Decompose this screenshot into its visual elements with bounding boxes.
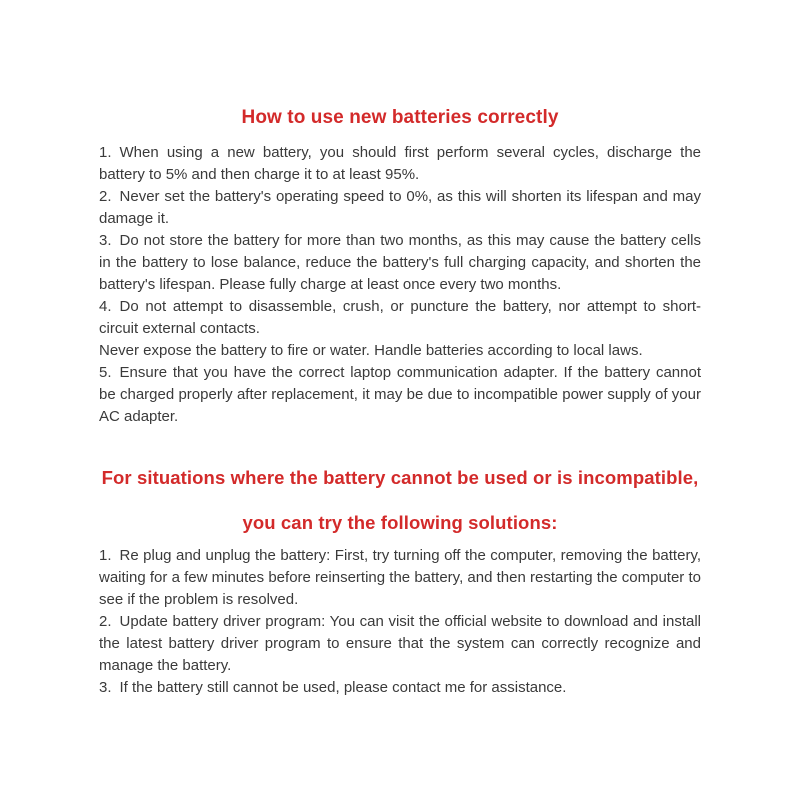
- item-text: Update battery driver program: You can visit the official website to download and install the latest battery driver program to ensure that the system can correctly recognize and manage the battery.: [99, 613, 701, 674]
- instruction-item-1: [99, 142, 701, 186]
- item-text: When using a new battery, you should first perform several cycles, discharge the battery to 5% and then charge it to at least 95%.: [99, 144, 701, 183]
- item-text: Do not store the battery for more than two months, as this may cause the battery cells in the battery to lose balance, reduce the battery's full charging capacity, and shorten the battery's lifespan. Please fully charge at least once every two months.: [99, 232, 701, 293]
- item-number: 2.: [99, 188, 112, 205]
- item-text: Never set the battery's operating speed to 0%, as this will shorten its lifespan and may damage it.: [99, 188, 701, 227]
- instruction-note: [99, 340, 701, 362]
- instruction-item-3: [99, 230, 701, 296]
- solution-item-3: [99, 677, 701, 699]
- item-text: Ensure that you have the correct laptop communication adapter. If the battery cannot be charged properly after replacement, it may be due to incompatible power supply of your AC adapter.: [99, 364, 701, 425]
- item-number: 3.: [99, 232, 112, 249]
- instruction-item-2: [99, 186, 701, 230]
- item-number: 3.: [99, 679, 112, 696]
- item-number: 2.: [99, 613, 112, 630]
- section2-title-line1: For situations where the battery cannot be used or is incompatible,: [101, 467, 699, 488]
- item-number: 1.: [99, 144, 112, 161]
- note-text: Never expose the battery to fire or water. Handle batteries according to local laws.: [99, 342, 643, 359]
- item-number: 4.: [99, 298, 112, 315]
- item-number: 5.: [99, 364, 112, 381]
- section1-title: How to use new batteries correctly: [241, 107, 559, 128]
- section1-body: [99, 142, 701, 428]
- instruction-item-4: [99, 296, 701, 340]
- item-number: 1.: [99, 547, 112, 564]
- item-text: Do not attempt to disassemble, crush, or puncture the battery, nor attempt to short-circuit external contacts.: [99, 298, 701, 337]
- item-text: If the battery still cannot be used, please contact me for assistance.: [119, 679, 567, 696]
- section2-body: [99, 545, 701, 699]
- solution-item-1: [99, 545, 701, 611]
- instruction-item-5: [99, 362, 701, 428]
- section2-title-line2: you can try the following solutions:: [242, 512, 558, 533]
- solution-item-2: [99, 611, 701, 677]
- item-text: Re plug and unplug the battery: First, try turning off the computer, removing the battery, waiting for a few minutes before reinserting the battery, and then restarting the computer to see if the problem is resolved.: [99, 547, 701, 608]
